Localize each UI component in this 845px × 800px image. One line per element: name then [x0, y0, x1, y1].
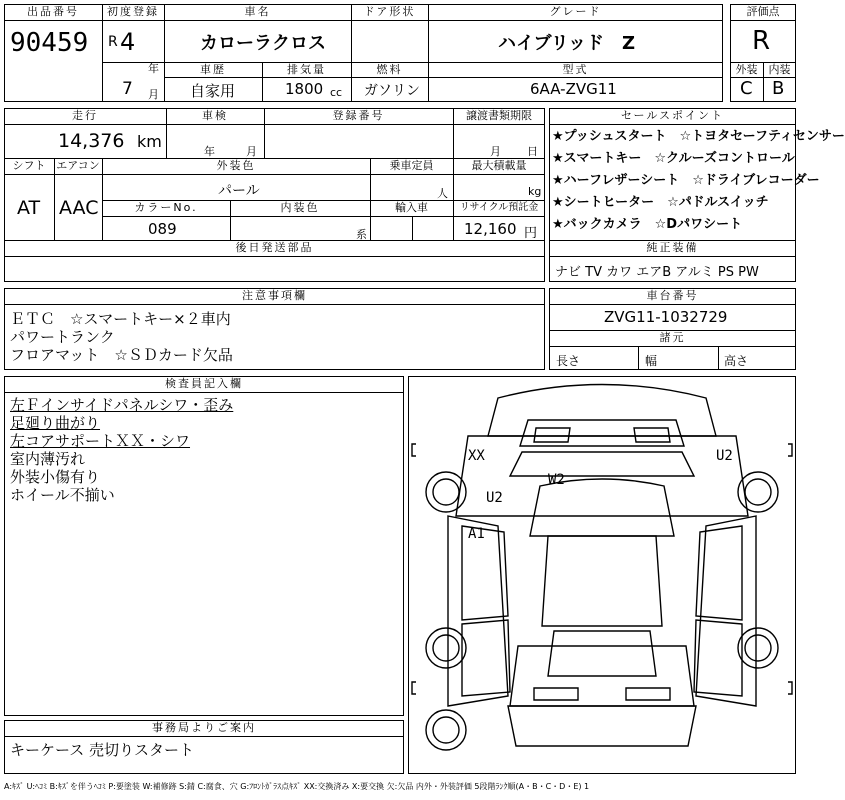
displacement-unit: cc [330, 86, 343, 99]
load-unit: kg [528, 185, 542, 198]
door-label: ドア形状 [363, 5, 416, 18]
fuel: ガソリン [364, 83, 420, 99]
fuel-label: 燃料 [376, 63, 403, 76]
chassis-label: 車台番号 [646, 289, 699, 302]
ac-label: エアコン [56, 159, 100, 172]
interior-score: B [772, 78, 785, 99]
inspector-line: 左コアサポートＸＸ・シワ [10, 432, 191, 450]
width-label: 幅 [645, 354, 658, 368]
inspector-line: ホイール不揃い [10, 486, 115, 504]
damage-mark: XX [468, 448, 485, 464]
sales-points-label: セールスポイント [620, 109, 724, 122]
int-color-unit: 系 [356, 228, 367, 241]
transfer-label: 譲渡書類期限 [466, 109, 532, 122]
recycle-label: リサイクル預託金 [459, 202, 539, 213]
equipment: ナビ TV カワ エアB アルミ PS PW [555, 265, 759, 280]
lot-no: 90459 [10, 28, 89, 58]
color-no: 089 [148, 220, 177, 238]
year-unit: 年 [148, 62, 159, 75]
color-no-label: カラーNo. [134, 201, 198, 214]
chassis-no: ZVG11-1032729 [604, 308, 728, 326]
grade: ハイブリッド Z [498, 33, 636, 54]
import-label: 輸入車 [395, 201, 428, 214]
lot-no-label: 出品番号 [27, 5, 79, 18]
mileage-unit: km [137, 132, 162, 151]
inspection-year-unit: 年 [204, 145, 215, 158]
recycle: 12,160 [464, 220, 517, 238]
first-reg-label: 初度登録 [107, 5, 159, 18]
dims-label: 諸元 [659, 331, 686, 344]
damage-mark: U2 [486, 490, 503, 506]
grade-label: グレード [549, 5, 602, 18]
exterior-score: C [740, 78, 753, 99]
mileage-label: 走行 [72, 109, 98, 122]
notes-label: 注意事項欄 [242, 289, 307, 302]
length-label: 長さ [556, 354, 581, 368]
inspection-month-unit: 月 [246, 145, 257, 158]
damage-mark: A1 [468, 526, 485, 542]
equipment-label: 純正装備 [646, 241, 699, 254]
displacement: 1800 [285, 80, 324, 98]
sales-points-list [552, 126, 845, 240]
ac: AAC [59, 197, 99, 219]
load-label: 最大積載量 [471, 159, 527, 172]
damage-mark: U2 [716, 448, 733, 464]
note-line: フロアマット ☆ＳＤカード欠品 [10, 346, 233, 364]
inspector-line: 外装小傷有り [10, 468, 101, 486]
inspector-line: 左Ｆインサイドパネルシワ・歪み [10, 396, 234, 414]
office-note: キーケース 売切りスタート [10, 741, 195, 759]
score: R [752, 26, 771, 56]
note-line: パワートランク [10, 328, 115, 346]
model: 6AA-ZVG11 [530, 80, 617, 98]
displacement-label: 排気量 [287, 63, 326, 76]
shift-label: シフト [12, 159, 46, 172]
month-unit: 月 [148, 88, 159, 101]
int-color-label: 内装色 [280, 201, 320, 214]
car-diagram [408, 376, 796, 774]
transfer-day-unit: 日 [527, 145, 538, 158]
transfer-month-unit: 月 [490, 145, 501, 158]
capacity-label: 乗車定員 [389, 159, 434, 172]
history: 自家用 [190, 82, 236, 100]
car-name: カローラクロス [200, 33, 326, 54]
interior-label: 内装 [768, 63, 791, 76]
note-line: ＥＴＣ ☆スマートキー×２車内 [10, 310, 231, 328]
sales-point: ★プッシュスタート ☆トヨタセーフティセンサー [552, 129, 845, 144]
mileage: 14,376 [58, 130, 125, 152]
capacity-unit: 人 [437, 187, 448, 200]
year: 4 [120, 28, 136, 56]
recycle-unit: 円 [524, 226, 538, 241]
height-label: 高さ [724, 354, 749, 368]
shipping-label: 後日発送部品 [235, 241, 314, 254]
exterior-color: パール [218, 183, 260, 199]
history-label: 車歴 [200, 63, 226, 76]
notes-list [10, 310, 540, 368]
sales-point: ★スマートキー ☆クルーズコントロール [552, 151, 795, 166]
damage-mark: W2 [548, 472, 565, 488]
inspector-list [10, 396, 400, 516]
shift: AT [17, 197, 41, 219]
inspection-label: 車検 [202, 109, 228, 122]
sales-point: ★ハーフレザーシート ☆ドライブレコーダー [552, 173, 820, 188]
color-label: 外装色 [216, 159, 256, 172]
legend: A:ｷｽﾞ U:ﾍｺﾐ B:ｷｽﾞを伴うﾍｺﾐ P:要塗装 W:補修跡 S:錆 C:腐食、穴 G:ﾌﾛﾝﾄｶﾞﾗｽ点ｷｽﾞ XX:交換済み X:要交換 欠:欠品 内外・外装評価 5段階ﾗﾝｸ順(A・B・C・D・E) 1 [4, 782, 590, 791]
model-label: 型式 [562, 63, 589, 76]
inspector-line: 室内薄汚れ [10, 450, 86, 468]
inspector-line: 足廻り曲がり [10, 414, 101, 432]
office-label: 事務局よりご案内 [152, 721, 256, 734]
reg-no-label: 登録番号 [332, 109, 385, 122]
score-label: 評価点 [746, 5, 780, 18]
exterior-label: 外装 [735, 63, 758, 76]
car-name-label: 車名 [244, 5, 271, 18]
sales-point: ★シートヒーター ☆パドルスイッチ [552, 195, 769, 210]
month: 7 [122, 79, 133, 99]
inspector-label: 検査員記入欄 [165, 377, 243, 390]
sales-point: ★バックカメラ ☆Dパワシート [552, 217, 743, 232]
era: R [108, 34, 118, 50]
